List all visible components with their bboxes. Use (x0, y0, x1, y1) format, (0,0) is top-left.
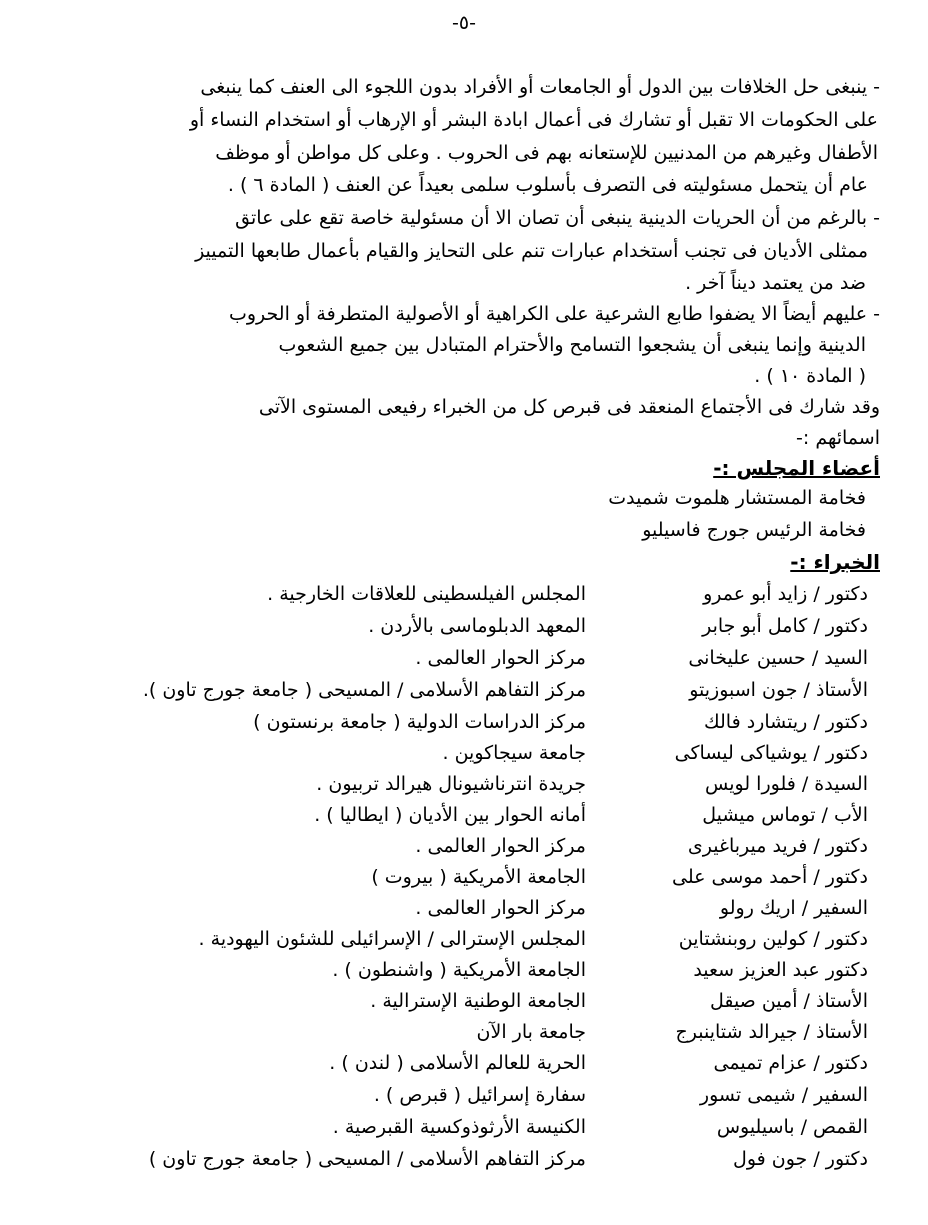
paragraph-line: - بالرغم من أن الحريات الدينية ينبغى أن تصان الا أن مسئولية خاصة تقع على عاتق (235, 207, 880, 229)
expert-affiliation: الجامعة الأمريكية ( واشنطون ) . (332, 959, 586, 981)
expert-affiliation: سفارة إسرائيل ( قبرص ) . (373, 1084, 586, 1106)
expert-name: السفير / اريك رولو (719, 897, 868, 919)
expert-name: دكتور / يوشياكى ليساكى (674, 742, 868, 764)
paragraph-line: - عليهم أيضاً الا يضفوا طابع الشرعية على الكراهية أو الأصولية المتطرفة أو الحروب (228, 303, 880, 325)
expert-name: السيدة / فلورا لويس (705, 773, 868, 795)
expert-name: الأستاذ / جون اسبوزيتو (689, 679, 868, 701)
expert-name: دكتور عبد العزيز سعيد (693, 959, 868, 981)
expert-name: الأستاذ / أمين صيقل (709, 990, 868, 1012)
paragraph-line: اسمائهم :- (796, 427, 880, 449)
expert-affiliation: مركز الدراسات الدولية ( جامعة برنستون ) (253, 711, 586, 733)
expert-name: الأب / توماس ميشيل (702, 804, 868, 826)
page-number: -٥- (452, 12, 476, 34)
paragraph-line: ضد من يعتمد ديناً آخر . (685, 272, 866, 294)
paragraph-line: الدينية وإنما ينبغى أن يشجعوا التسامح والأحترام المتبادل بين جميع الشعوب (278, 334, 866, 356)
paragraph-line: الأطفال وغيرهم من المدنيين للإستعانه بهم فى الحروب . وعلى كل مواطن أو موظف (215, 142, 878, 164)
expert-affiliation: الجامعة الأمريكية ( بيروت ) (371, 866, 586, 888)
expert-name: دكتور / عزام تميمى (713, 1052, 868, 1074)
expert-name: دكتور / جون فول (733, 1148, 868, 1170)
paragraph-line: وقد شارك فى الأجتماع المنعقد فى قبرص كل من الخبراء رفيعى المستوى الآتى (258, 396, 880, 418)
expert-name: دكتور / زايد أبو عمرو (703, 583, 868, 605)
expert-affiliation: المجلس الفيلسطينى للعلاقات الخارجية . (267, 583, 586, 605)
expert-affiliation: جامعة سيجاكوين . (442, 742, 586, 764)
paragraph-line: ممثلى الأديان فى تجنب أستخدام عبارات تنم على التحايز والقيام بأعمال طابعها التمييز (195, 240, 868, 262)
paragraph-line: عام أن يتحمل مسئوليته فى التصرف بأسلوب سلمى بعيداً عن العنف ( المادة ٦ ) . (227, 174, 868, 196)
expert-name: دكتور / أحمد موسى على (672, 866, 868, 888)
expert-name: دكتور / فريد ميرباغيرى (687, 835, 868, 857)
expert-affiliation: مركز التفاهم الأسلامى / المسيحى ( جامعة جورج تاون ). (142, 679, 586, 701)
paragraph-line: ( المادة ١٠ ) . (754, 365, 866, 387)
expert-affiliation: الحرية للعالم الأسلامى ( لندن ) . (329, 1052, 586, 1074)
council-heading: أعضاء المجلس :- (713, 456, 880, 480)
expert-affiliation: مركز الحوار العالمى . (415, 647, 586, 669)
expert-affiliation: المعهد الدبلوماسى بالأردن . (368, 615, 586, 637)
expert-name: السيد / حسين عليخانى (688, 647, 868, 669)
experts-heading: الخبراء :- (790, 550, 880, 574)
expert-affiliation: مركز الحوار العالمى . (415, 835, 586, 857)
expert-name: الأستاذ / جيرالد شتاينبرج (675, 1021, 868, 1043)
expert-name: دكتور / كامل أبو جابر (702, 615, 868, 637)
expert-affiliation: الكنيسة الأرثوذوكسية القبرصية . (332, 1116, 586, 1138)
paragraph-line: على الحكومات الا تقبل أو تشارك فى أعمال ابادة البشر أو الإرهاب أو استخدام النساء أو (189, 109, 878, 131)
expert-name: القمص / باسيليوس (716, 1116, 868, 1138)
expert-name: دكتور / ريتشارد فالك (704, 711, 868, 733)
expert-affiliation: مركز الحوار العالمى . (415, 897, 586, 919)
expert-name: السفير / شيمى تسور (699, 1084, 868, 1106)
expert-affiliation: جريدة انترناشيونال هيرالد تربيون . (316, 773, 586, 795)
expert-affiliation: المجلس الإسترالى / الإسرائيلى للشئون اليهودية . (198, 928, 586, 950)
expert-affiliation: الجامعة الوطنية الإسترالية . (370, 990, 586, 1012)
paragraph-line: - ينبغى حل الخلافات بين الدول أو الجامعات أو الأفراد بدون اللجوء الى العنف كما ينبغى (200, 76, 880, 98)
expert-name: دكتور / كولين روبنشتاين (678, 928, 868, 950)
council-member: فخامة المستشار هلموت شميدت (608, 487, 866, 509)
expert-affiliation: أمانه الحوار بين الأديان ( ايطاليا ) . (314, 804, 586, 826)
expert-affiliation: جامعة بار الآن (476, 1021, 586, 1043)
council-member: فخامة الرئيس جورج فاسيليو (642, 519, 866, 541)
expert-affiliation: مركز التفاهم الأسلامى / المسيحى ( جامعة جورج تاون ) (148, 1148, 586, 1170)
